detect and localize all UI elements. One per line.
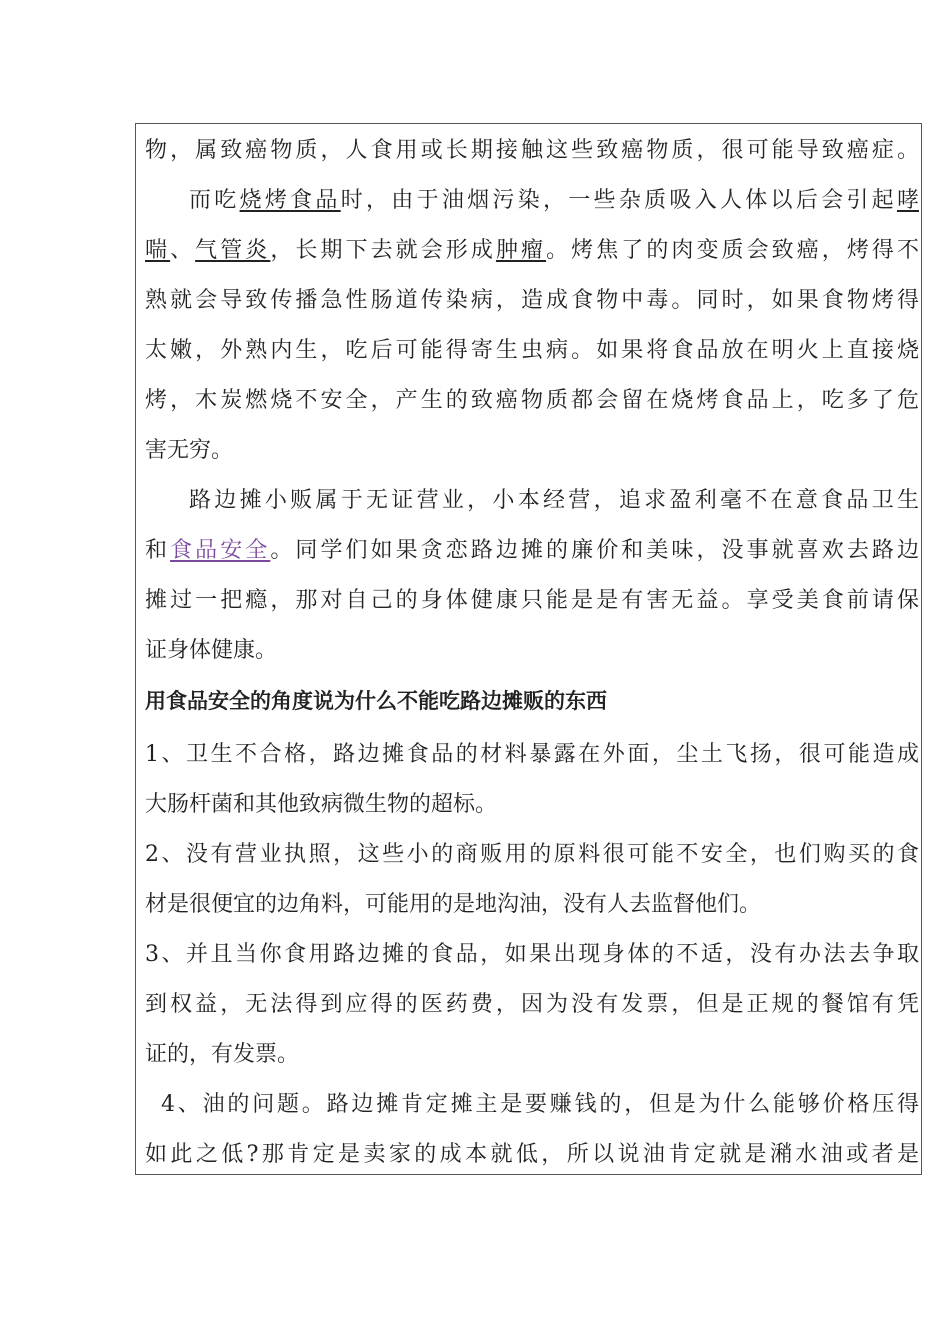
- link-bronchitis[interactable]: 气管炎: [195, 238, 271, 263]
- paragraph-line: [145, 626, 919, 676]
- text-span: 2、没有营业执照，这些小的商贩用的原料很可能不安全，也们购买的食: [145, 842, 919, 867]
- list-item-line: [145, 1080, 919, 1130]
- link-asthma-cont[interactable]: 喘: [145, 238, 171, 263]
- list-item-line: [145, 930, 919, 980]
- text-span: 物，属致癌物质，人食用或长期接触这些致癌物质，很可能导致癌症。: [145, 138, 919, 163]
- paragraph-line: [145, 426, 919, 476]
- text-span: 3、并且当你食用路边摊的食品，如果出现身体的不适，没有办法去争取: [145, 942, 919, 967]
- text-span: 证的，有发票。: [145, 1042, 300, 1067]
- text-span: 路边摊小贩属于无证营业，小本经营，追求盈利毫不在意食品卫生: [189, 488, 919, 513]
- paragraph-line: [145, 376, 919, 426]
- link-barbecue-food[interactable]: 烧烤食品: [239, 188, 341, 213]
- text-span: 而吃: [189, 188, 240, 213]
- text-span: 4、油的问题。路边摊肯定摊主是要赚钱的，但是为什么能够价格压得: [161, 1092, 919, 1117]
- text-span: 太嫩，外熟内生，吃后可能得寄生虫病。如果将食品放在明火上直接烧: [145, 338, 919, 363]
- paragraph-line: [145, 476, 919, 526]
- text-span: 材是很便宜的边角料，可能用的是地沟油，没有人去监督他们。: [145, 892, 762, 917]
- paragraph-line: [145, 176, 919, 226]
- link-food-safety[interactable]: 食品安全: [170, 538, 271, 563]
- text-span: 、: [170, 238, 196, 263]
- text-span: 害无穷。: [145, 438, 234, 463]
- list-item-line: [145, 730, 919, 780]
- list-item-line: [145, 880, 919, 930]
- text-span: 和: [145, 538, 171, 563]
- paragraph-line: [145, 124, 919, 176]
- text-span: 。同学们如果贪恋路边摊的廉价和美味，没事就喜欢去路边: [270, 538, 919, 563]
- text-span: 到权益，无法得到应得的医药费，因为没有发票，但是正规的餐馆有凭: [145, 992, 919, 1017]
- list-item-line: [145, 1130, 919, 1180]
- list-item-line: [145, 1030, 919, 1080]
- link-asthma[interactable]: 哮: [896, 188, 919, 213]
- text-span: ，长期下去就会形成: [270, 238, 496, 263]
- paragraph-line: [145, 576, 919, 626]
- text-span: 大肠杆菌和其他致病微生物的超标。: [145, 792, 498, 817]
- text-span: 时，由于油烟污染，一些杂质吸入人体以后会引起: [340, 188, 897, 213]
- paragraph-line: [145, 526, 919, 576]
- list-item-line: [145, 980, 919, 1030]
- document-body: [145, 124, 919, 1180]
- link-tumor[interactable]: 肿瘤: [495, 238, 547, 263]
- list-item-line: [145, 780, 919, 830]
- text-span: 熟就会导致传播急性肠道传染病，造成食物中毒。同时，如果食物烤得: [145, 288, 919, 313]
- text-span: 。烤焦了的肉变质会致癌，烤得不: [546, 238, 919, 263]
- list-item-line: [145, 830, 919, 880]
- text-span: 如此之低?那肯定是卖家的成本就低，所以说油肯定就是潲水油或者是: [145, 1142, 919, 1167]
- paragraph-line: [145, 326, 919, 376]
- section-heading: 用食品安全的角度说为什么不能吃路边摊贩的东西: [145, 689, 607, 713]
- text-span: 摊过一把瘾，那对自己的身体健康只能是是有害无益。享受美食前请保: [145, 588, 919, 613]
- text-span: 证身体健康。: [145, 638, 278, 663]
- text-span: 1、卫生不合格，路边摊食品的材料暴露在外面，尘土飞扬，很可能造成: [145, 742, 919, 767]
- paragraph-line: [145, 276, 919, 326]
- paragraph-line: [145, 226, 919, 276]
- text-span: 烤，木炭燃烧不安全，产生的致癌物质都会留在烧烤食品上，吃多了危: [145, 388, 919, 413]
